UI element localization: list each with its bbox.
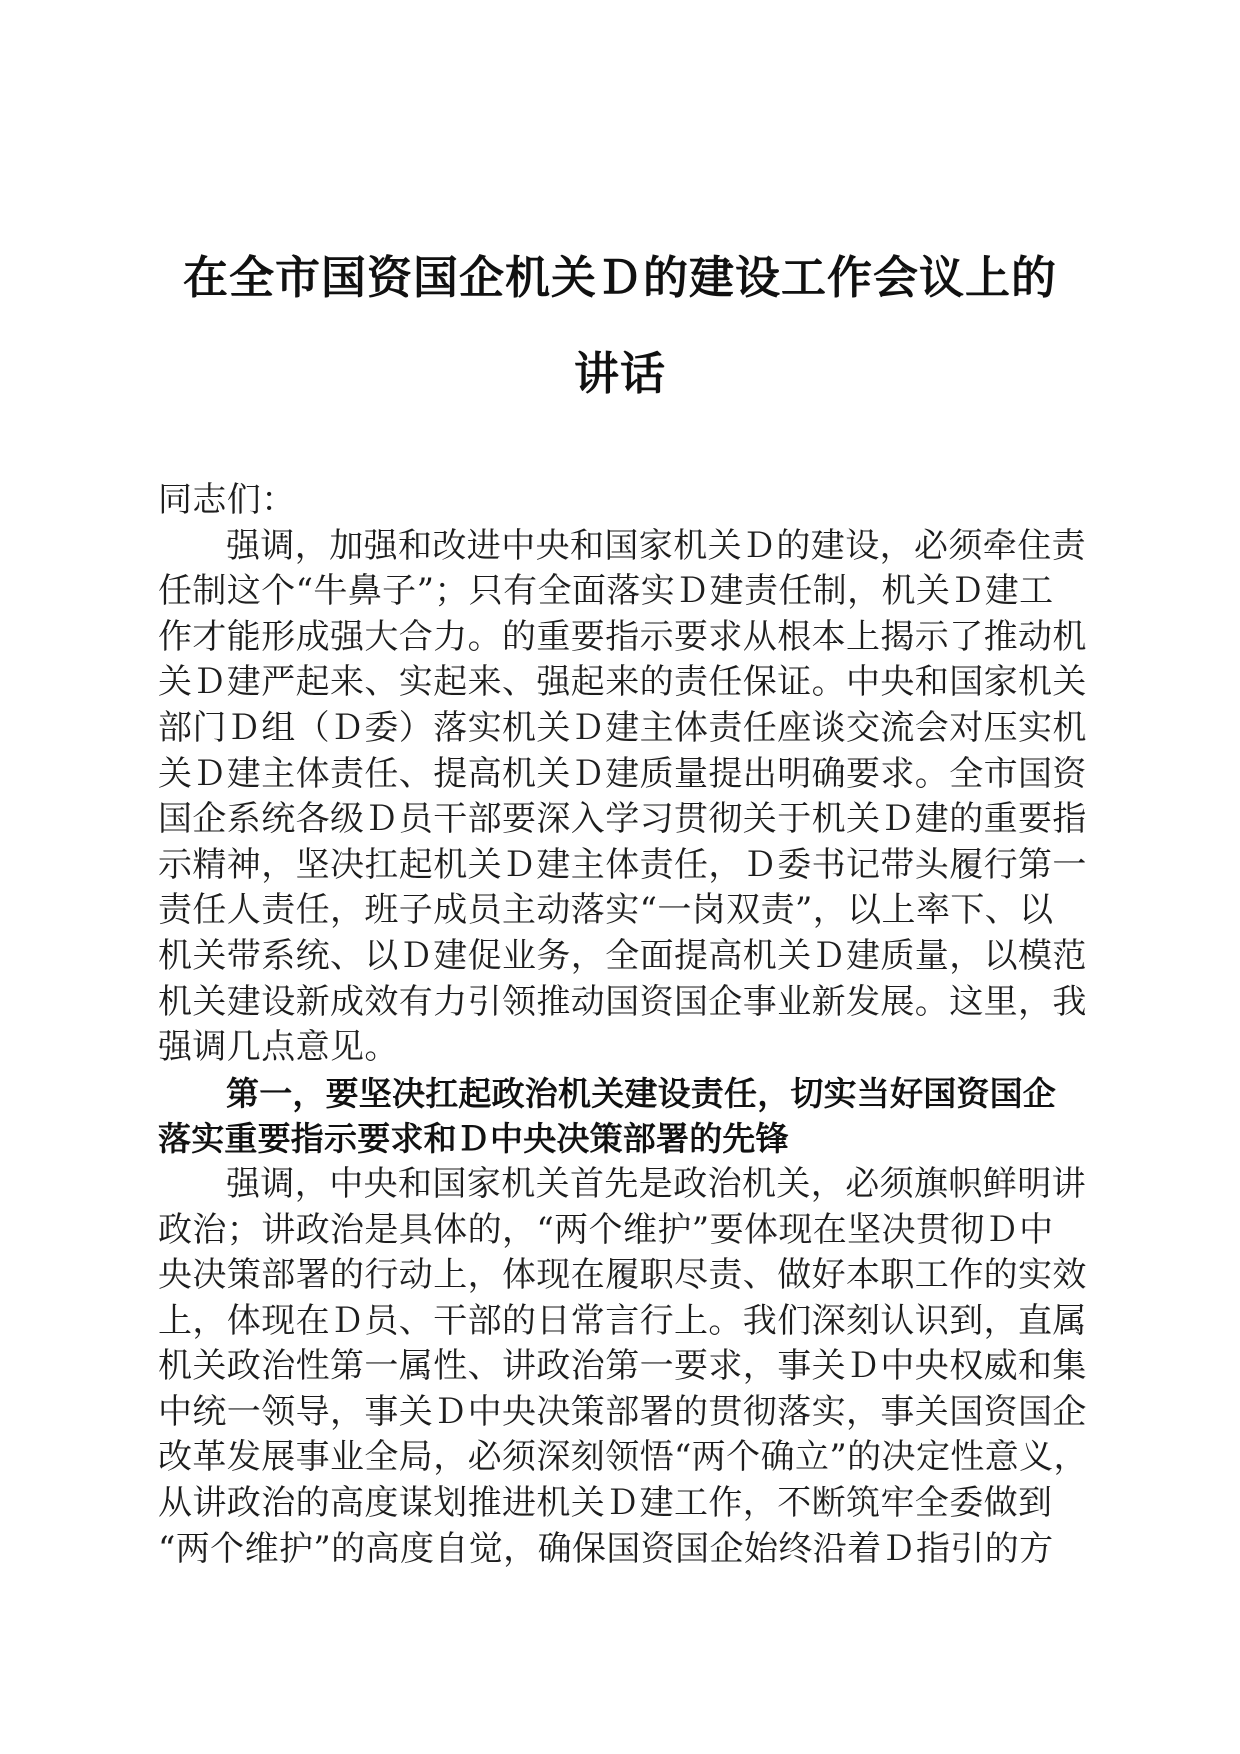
paragraph-line: 强调几点意见。 bbox=[158, 1027, 399, 1068]
title-line-1: 在全市国资国企机关Ｄ的建设工作会议上的 bbox=[182, 251, 1057, 304]
paragraph-line: 作才能形成强大合力。的重要指示要求从根本上揭示了推动机 bbox=[158, 616, 1087, 657]
paragraph-1 bbox=[158, 524, 1088, 1071]
paragraph-line: 机关建设新成效有力引领推动国资国企事业新发展。这里，我 bbox=[158, 981, 1087, 1022]
paragraph-line: 责任人责任，班子成员主动落实“一岗双责”，以上率下、以 bbox=[158, 890, 1054, 931]
paragraph-line: 中统一领导，事关Ｄ中央决策部署的贯彻落实，事关国资国企 bbox=[158, 1391, 1087, 1432]
document-title bbox=[150, 230, 1090, 422]
paragraph-line: 政治；讲政治是具体的，“两个维护”要体现在坚决贯彻Ｄ中 bbox=[158, 1209, 1054, 1250]
paragraph-line: 机关带系统、以Ｄ建促业务，全面提高机关Ｄ建质量，以模范 bbox=[158, 935, 1087, 976]
paragraph-line: 部门Ｄ组（Ｄ委）落实机关Ｄ建主体责任座谈交流会对压实机 bbox=[158, 707, 1087, 748]
paragraph-line: 机关政治性第一属性、讲政治第一要求，事关Ｄ中央权威和集 bbox=[158, 1346, 1087, 1387]
paragraph-line: 任制这个“牛鼻子”；只有全面落实Ｄ建责任制，机关Ｄ建工 bbox=[158, 571, 1054, 612]
section-heading-1 bbox=[158, 1071, 1088, 1162]
paragraph-line: 强调，中央和国家机关首先是政治机关，必须旗帜鲜明讲 bbox=[226, 1163, 1086, 1204]
paragraph-line: “两个维护”的高度自觉，确保国资国企始终沿着Ｄ指引的方 bbox=[158, 1528, 1054, 1569]
paragraph-line: 从讲政治的高度谋划推进机关Ｄ建工作，不断筑牢全委做到 bbox=[158, 1483, 1053, 1524]
title-line-2: 讲话 bbox=[573, 347, 666, 400]
paragraph-line: 关Ｄ建严起来、实起来、强起来的责任保证。中央和国家机关 bbox=[158, 662, 1087, 703]
heading-line: 落实重要指示要求和Ｄ中央决策部署的先锋 bbox=[158, 1119, 789, 1159]
salutation: 同志们： bbox=[158, 480, 296, 520]
paragraph-line: 上，体现在Ｄ员、干部的日常言行上。我们深刻认识到，直属 bbox=[158, 1300, 1087, 1341]
paragraph-line: 关Ｄ建主体责任、提高机关Ｄ建质量提出明确要求。全市国资 bbox=[158, 753, 1087, 794]
paragraph-line: 央决策部署的行动上，体现在履职尽责、做好本职工作的实效 bbox=[158, 1255, 1087, 1296]
paragraph-line: 强调，加强和改进中央和国家机关Ｄ的建设，必须牵住责 bbox=[226, 525, 1086, 566]
paragraph-2 bbox=[158, 1162, 1088, 1572]
heading-line: 第一，要坚决扛起政治机关建设责任，切实当好国资国企 bbox=[226, 1073, 1056, 1113]
paragraph-line: 国企系统各级Ｄ员干部要深入学习贯彻关于机关Ｄ建的重要指 bbox=[158, 799, 1087, 840]
document-body bbox=[158, 478, 1088, 1572]
paragraph-line: 改革发展事业全局，必须深刻领悟“两个确立”的决定性意义， bbox=[158, 1437, 1088, 1478]
paragraph-line: 示精神，坚决扛起机关Ｄ建主体责任，Ｄ委书记带头履行第一 bbox=[158, 844, 1087, 885]
